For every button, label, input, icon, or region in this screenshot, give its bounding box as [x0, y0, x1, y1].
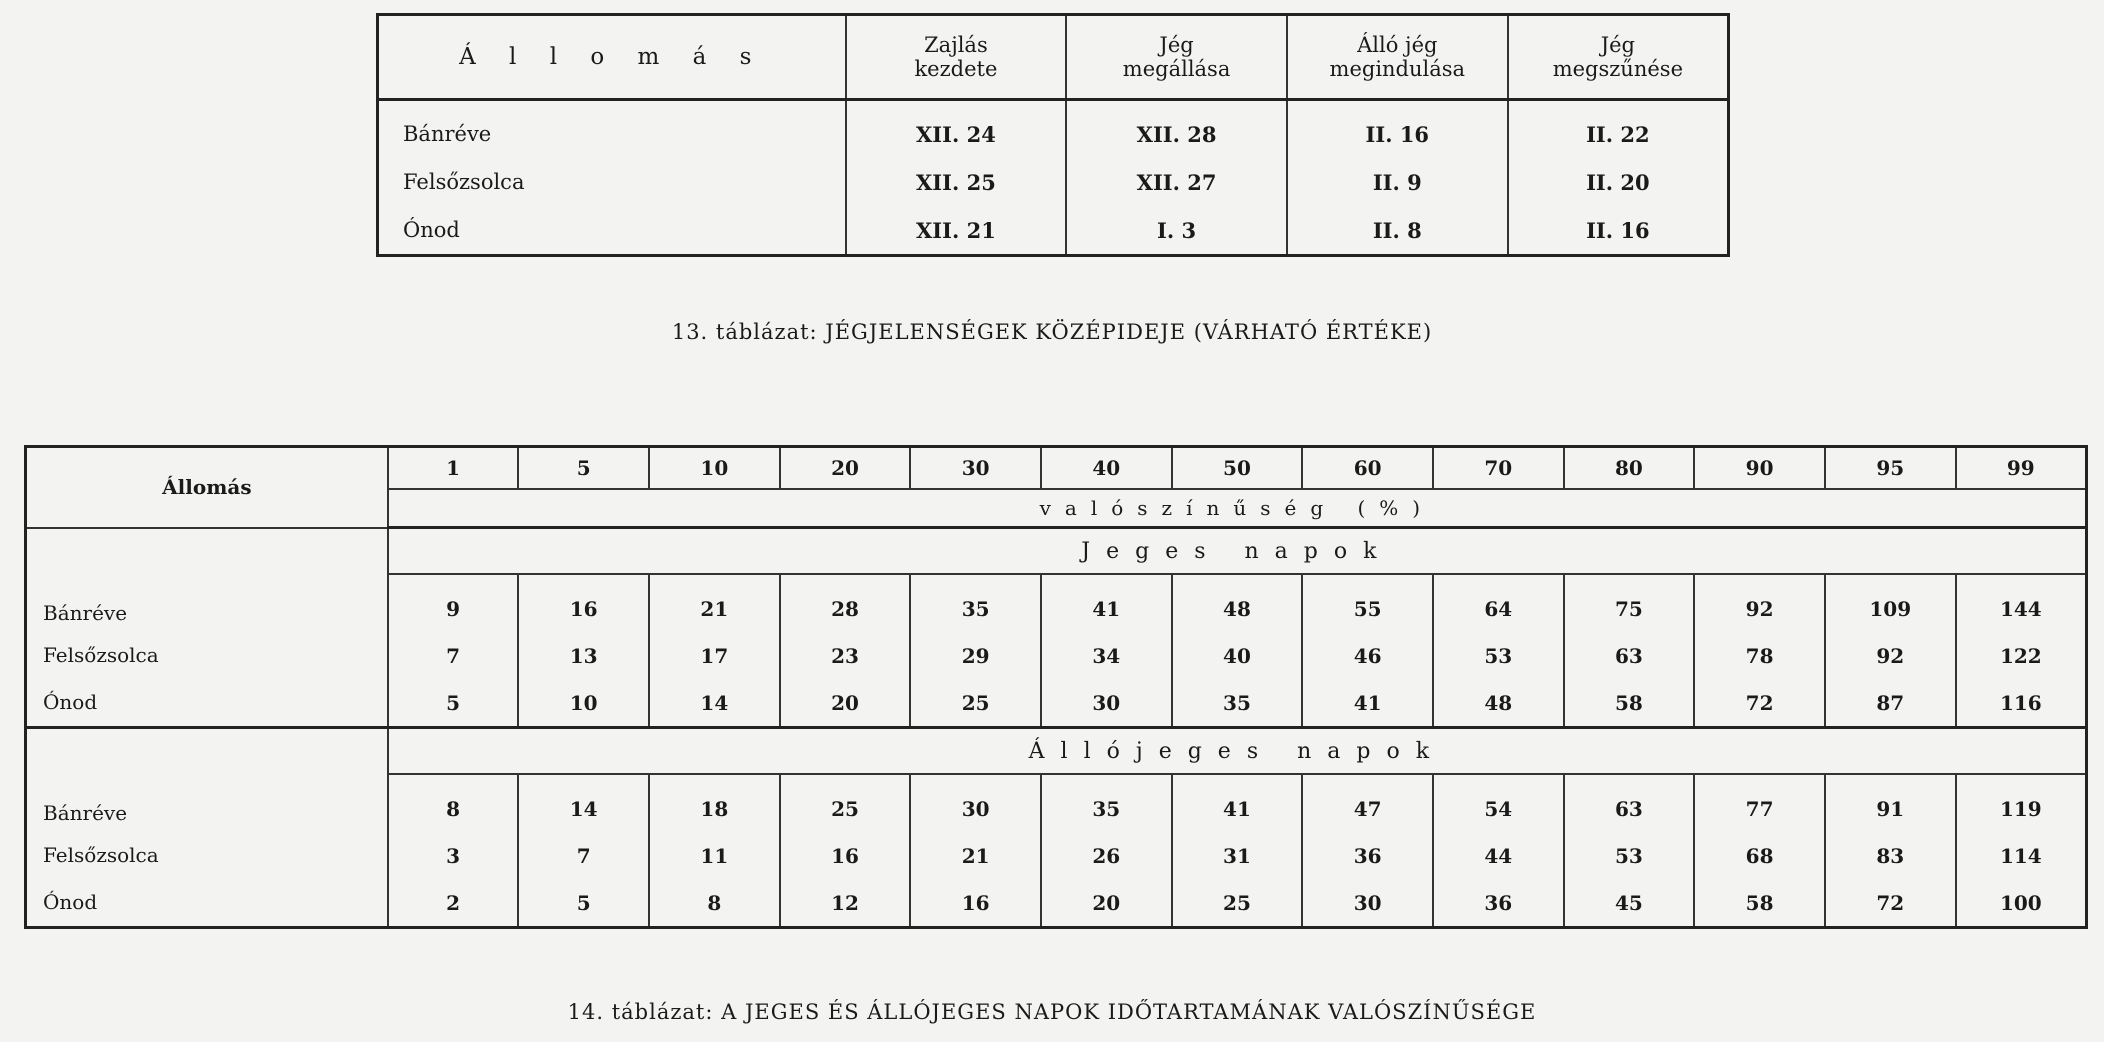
header-ice-stop [1066, 15, 1287, 100]
station-name: Felsőzsolca [403, 170, 525, 194]
table14-caption: 14. táblázat: A JEGES ÉS ÁLLÓJEGES NAPOK IDŐTARTAMÁNAK VALÓSZÍNŰSÉGE [567, 1000, 1537, 1024]
table-cell: 35 [1041, 774, 1172, 832]
table-cell: 36 [1302, 832, 1433, 879]
station-name: Felsőzsolca [43, 843, 159, 867]
table-cell: XII. 21 [846, 206, 1067, 256]
table-cell: 116 [1956, 679, 2087, 728]
table-cell: 14 [649, 679, 780, 728]
table-cell: 53 [1433, 632, 1564, 679]
table-cell: 25 [780, 774, 911, 832]
station-name: Bánréve [43, 801, 128, 825]
table-cell: 30 [1302, 879, 1433, 928]
table-cell: 58 [1694, 879, 1825, 928]
table13-caption: 13. táblázat: JÉGJELENSÉGEK KÖZÉPIDEJE (VÁRHATÓ ÉRTÉKE) [671, 320, 1433, 344]
table-cell: XII. 28 [1066, 100, 1287, 159]
table-cell: 122 [1956, 632, 2087, 679]
table-cell: 144 [1956, 574, 2087, 632]
percentile-header: 20 [780, 447, 911, 490]
table-cell: 48 [1172, 574, 1303, 632]
table-cell: 36 [1433, 879, 1564, 928]
section-station-spacer [26, 728, 388, 928]
table13-header-row [378, 15, 1729, 100]
table-cell: II. 8 [1287, 206, 1508, 256]
table-row [378, 100, 1729, 159]
section-label: Állójeges napok [388, 728, 2087, 775]
percentile-header: 60 [1302, 447, 1433, 490]
table-cell: 83 [1825, 832, 1956, 879]
table-cell: 3 [388, 832, 519, 879]
table-cell: 92 [1694, 574, 1825, 632]
percentile-header: 10 [649, 447, 780, 490]
table-cell: 21 [649, 574, 780, 632]
table-cell: 119 [1956, 774, 2087, 832]
table-cell: 16 [780, 832, 911, 879]
table-cell: 20 [780, 679, 911, 728]
percentile-header: 40 [1041, 447, 1172, 490]
table-cell: 13 [518, 632, 649, 679]
table-cell: 47 [1302, 774, 1433, 832]
table-cell: 34 [1041, 632, 1172, 679]
table-cell: 12 [780, 879, 911, 928]
table-cell: 77 [1694, 774, 1825, 832]
table-cell: 17 [649, 632, 780, 679]
table-cell: II. 16 [1287, 100, 1508, 159]
table-cell: XII. 24 [846, 100, 1067, 159]
section-label: Jeges napok [388, 528, 2087, 575]
section-header-row [26, 728, 2087, 775]
table-cell: 45 [1564, 879, 1695, 928]
table-cell: 87 [1825, 679, 1956, 728]
table-cell: 31 [1172, 832, 1303, 879]
station-list [43, 585, 387, 726]
table-cell: 54 [1433, 774, 1564, 832]
probability-label: valószínűség (%) [388, 489, 2087, 528]
table-cell: 63 [1564, 632, 1695, 679]
table-cell: XII. 27 [1066, 158, 1287, 206]
table-cell: 40 [1172, 632, 1303, 679]
table-cell: 30 [910, 774, 1041, 832]
table-cell: 58 [1564, 679, 1695, 728]
station-name: Ónod [403, 218, 460, 242]
table-cell: II. 22 [1508, 100, 1729, 159]
table-cell: 46 [1302, 632, 1433, 679]
header-station: Á l l o m á s [378, 15, 846, 100]
header-ice-stop-text: Jég megállása [1122, 33, 1231, 81]
table-cell: I. 3 [1066, 206, 1287, 256]
table-cell: 9 [388, 574, 519, 632]
header-ice-end [1508, 15, 1729, 100]
table-cell: 78 [1694, 632, 1825, 679]
table-cell: 48 [1433, 679, 1564, 728]
percentile-header: 90 [1694, 447, 1825, 490]
table-cell: 2 [388, 879, 519, 928]
table-cell: 92 [1825, 632, 1956, 679]
percentile-header: 1 [388, 447, 519, 490]
table-cell: 72 [1694, 679, 1825, 728]
header-drift-start [846, 15, 1067, 100]
percentile-header: 30 [910, 447, 1041, 490]
table-cell: 5 [518, 879, 649, 928]
table-cell: 16 [910, 879, 1041, 928]
table-cell: 91 [1825, 774, 1956, 832]
table-cell: 55 [1302, 574, 1433, 632]
table-row [378, 158, 1729, 206]
header-ice-start-moving [1287, 15, 1508, 100]
table-cell: 41 [1302, 679, 1433, 728]
table-cell: 21 [910, 832, 1041, 879]
table-cell: 41 [1041, 574, 1172, 632]
percentile-header: 99 [1956, 447, 2087, 490]
table-cell: 25 [910, 679, 1041, 728]
station-name: Bánréve [403, 122, 492, 146]
table-cell: 35 [910, 574, 1041, 632]
table-cell: 35 [1172, 679, 1303, 728]
station-list [43, 785, 387, 926]
table-cell: 5 [388, 679, 519, 728]
table-cell: 68 [1694, 832, 1825, 879]
table-cell: 25 [1172, 879, 1303, 928]
ice-days-probability-table [24, 445, 2088, 929]
table-cell: 16 [518, 574, 649, 632]
table-cell: II. 9 [1287, 158, 1508, 206]
header-station: Állomás [26, 447, 388, 528]
table-cell: 28 [780, 574, 911, 632]
table-cell: 64 [1433, 574, 1564, 632]
section-station-spacer [26, 528, 388, 728]
table-cell: 53 [1564, 832, 1695, 879]
percentile-header: 95 [1825, 447, 1956, 490]
table-row [378, 206, 1729, 256]
table-cell: 18 [649, 774, 780, 832]
table-cell: XII. 25 [846, 158, 1067, 206]
station-name: Ónod [43, 690, 98, 714]
table-cell: 72 [1825, 879, 1956, 928]
table-cell: 7 [388, 632, 519, 679]
percentile-header: 5 [518, 447, 649, 490]
table-cell: 75 [1564, 574, 1695, 632]
table-cell: 14 [518, 774, 649, 832]
percentile-header-row [26, 447, 2087, 490]
table-cell: 8 [388, 774, 519, 832]
table-cell: 29 [910, 632, 1041, 679]
table-cell: 10 [518, 679, 649, 728]
table-cell: 41 [1172, 774, 1303, 832]
percentile-header: 70 [1433, 447, 1564, 490]
table-cell: II. 20 [1508, 158, 1729, 206]
table-cell: 11 [649, 832, 780, 879]
table-cell: 7 [518, 832, 649, 879]
header-ice-start-moving-text: Álló jég megindulása [1329, 33, 1466, 81]
table-cell: 44 [1433, 832, 1564, 879]
header-drift-start-text: Zajlás kezdete [914, 33, 998, 81]
percentile-header: 50 [1172, 447, 1303, 490]
station-name: Bánréve [43, 601, 128, 625]
percentile-header: 80 [1564, 447, 1695, 490]
table-cell: 26 [1041, 832, 1172, 879]
table-cell: 109 [1825, 574, 1956, 632]
table-cell: 8 [649, 879, 780, 928]
header-ice-end-text: Jég megszűnése [1552, 33, 1683, 81]
table-cell: 23 [780, 632, 911, 679]
table-cell: 100 [1956, 879, 2087, 928]
table-cell: II. 16 [1508, 206, 1729, 256]
table-cell: 20 [1041, 879, 1172, 928]
station-name: Felsőzsolca [43, 643, 159, 667]
table-cell: 63 [1564, 774, 1695, 832]
table-cell: 114 [1956, 832, 2087, 879]
station-name: Ónod [43, 890, 98, 914]
section-header-row [26, 528, 2087, 575]
table-cell: 30 [1041, 679, 1172, 728]
ice-phenomena-dates-table [376, 13, 1730, 257]
